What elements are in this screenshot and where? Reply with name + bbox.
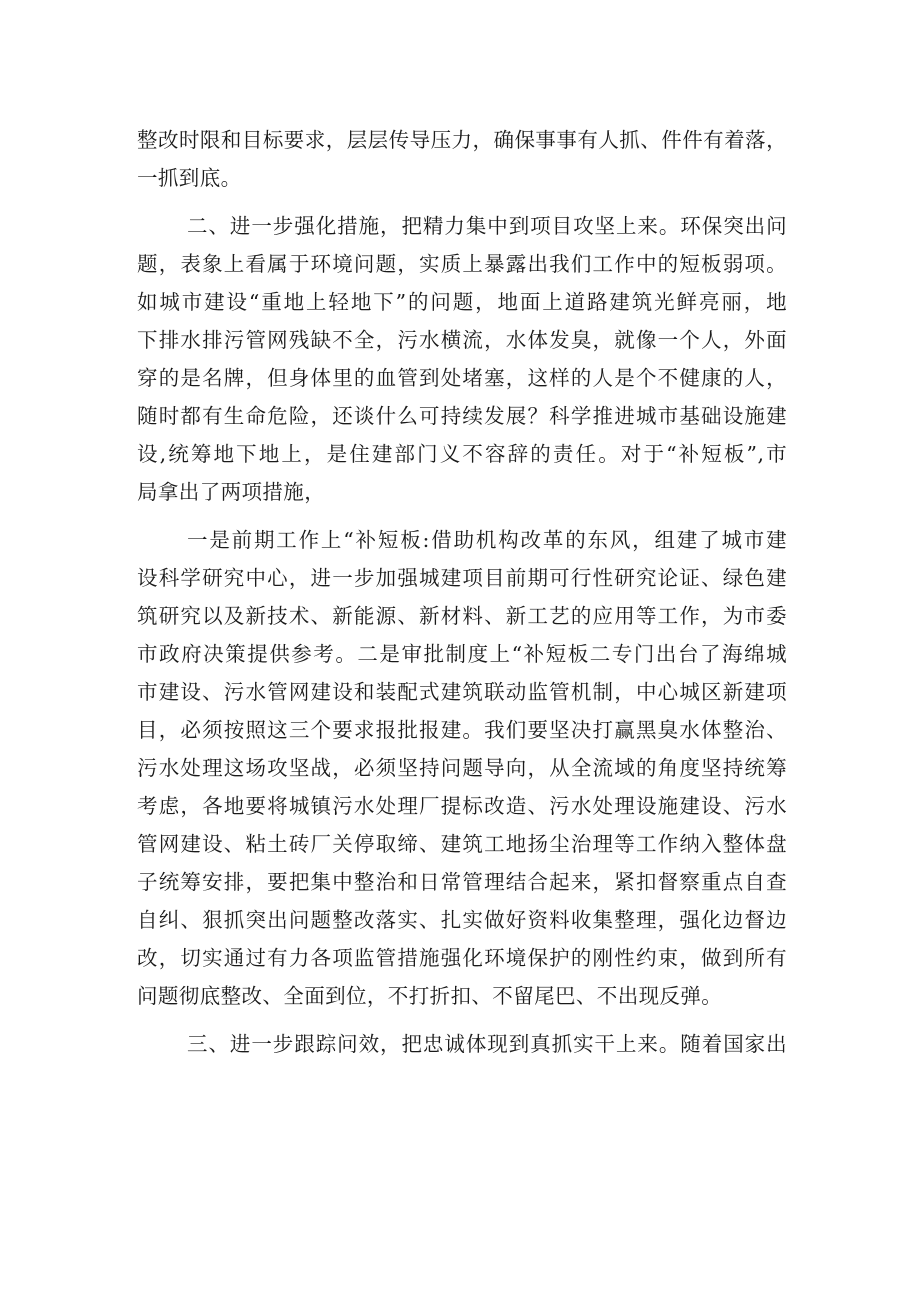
text-line: 随时都有生命危险，还谈什么可持续发展？科学推进城市基础设施建 xyxy=(137,404,787,428)
text-line: 考虑，各地要将城镇污水处理厂提标改造、污水处理设施建设、污水 xyxy=(137,794,787,818)
text-line: 二、进一步强化措施，把精力集中到项目攻坚上来。环保突出问 xyxy=(187,214,787,238)
text-line: 三、进一步跟踪问效，把忠诚体现到真抓实干上来。随着国家出 xyxy=(187,1032,787,1056)
text-line: 问题彻底整改、全面到位，不打折扣、不留尾巴、不出现反弹。 xyxy=(137,984,723,1008)
text-line: 下排水排污管网残缺不全，污水横流，水体发臭，就像一个人，外面 xyxy=(137,328,787,352)
text-line: 筑研究以及新技术、新能源、新材料、新工艺的应用等工作，为市委 xyxy=(137,604,787,628)
paragraph-1 xyxy=(137,121,787,197)
text-line: 一抓到底。 xyxy=(137,166,242,190)
paragraph-2 xyxy=(137,207,787,511)
paragraph-3 xyxy=(137,521,787,1015)
text-line: 设,统筹地下地上，是住建部门义不容辞的责任。对于“补短板”,市 xyxy=(137,442,787,466)
text-line: 市建设、污水管网建设和装配式建筑联动监管机制，中心城区新建项 xyxy=(137,680,787,704)
text-line: 整改时限和目标要求，层层传导压力，确保事事有人抓、件件有着落， xyxy=(137,128,787,152)
text-line: 管网建设、粘土砖厂关停取缔、建筑工地扬尘治理等工作纳入整体盘 xyxy=(137,832,787,856)
text-line: 自纠、狠抓突出问题整改落实、扎实做好资料收集整理，强化边督边 xyxy=(137,908,787,932)
text-line: 局拿出了两项措施， xyxy=(137,480,326,504)
paragraph-4 xyxy=(137,1025,787,1063)
text-line: 污水处理这场攻坚战，必须坚持问题导向，从全流域的角度坚持统筹 xyxy=(137,756,787,780)
text-line: 子统筹安排，要把集中整治和日常管理结合起来，紧扣督察重点自查 xyxy=(137,870,787,894)
document-body xyxy=(137,121,787,1063)
text-line: 改，切实通过有力各项监管措施强化环境保护的刚性约束，做到所有 xyxy=(137,946,787,970)
text-line: 如城市建设“重地上轻地下”的问题，地面上道路建筑光鲜亮丽，地 xyxy=(137,290,787,314)
text-line: 穿的是名牌，但身体里的血管到处堵塞，这样的人是个不健康的人， xyxy=(137,366,787,390)
text-line: 一是前期工作上“补短板:借助机构改革的东风，组建了城市建 xyxy=(187,528,787,552)
text-line: 目，必须按照这三个要求报批报建。我们要坚决打赢黑臭水体整治、 xyxy=(137,718,787,742)
text-line: 题，表象上看属于环境问题，实质上暴露出我们工作中的短板弱项。 xyxy=(137,252,787,276)
text-line: 设科学研究中心，进一步加强城建项目前期可行性研究论证、绿色建 xyxy=(137,566,787,590)
text-line: 市政府决策提供参考。二是审批制度上“补短板二专门出台了海绵城 xyxy=(137,642,787,666)
